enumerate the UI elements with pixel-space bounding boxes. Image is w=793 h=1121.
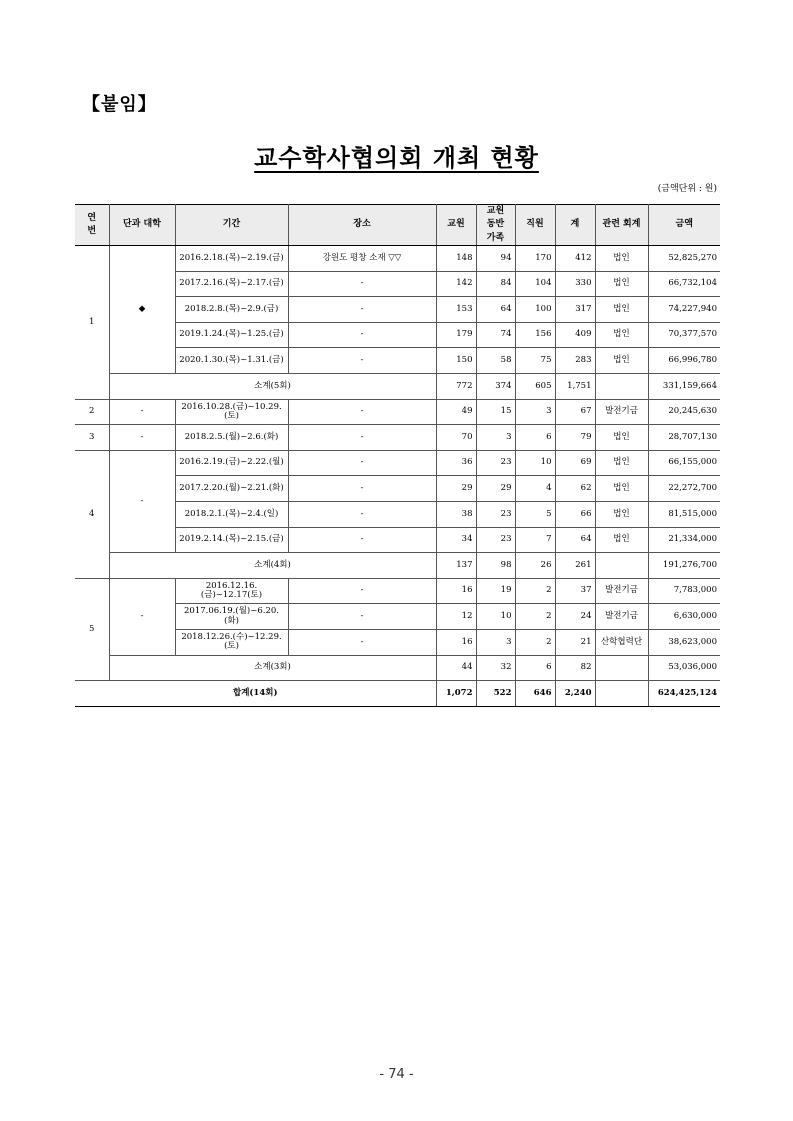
col-header: 연번	[75, 205, 109, 246]
cell-no: 4	[75, 450, 109, 578]
cell-staff: 10	[515, 450, 555, 476]
cell-staff: 605	[515, 373, 555, 399]
subtotal-label: 소계(5회)	[109, 373, 436, 399]
cell-account	[595, 681, 648, 707]
cell-staff: 2	[515, 629, 555, 655]
cell-total: 67	[555, 399, 595, 425]
cell-total: 79	[555, 425, 595, 451]
cell-faculty: 16	[436, 578, 476, 604]
cell-faculty: 137	[436, 553, 476, 579]
cell-college: -	[109, 578, 175, 655]
cell-total: 2,240	[555, 681, 595, 707]
col-header: 관련 회계	[595, 205, 648, 246]
cell-no: 5	[75, 578, 109, 680]
cell-period: 2018.2.8.(목)~2.9.(금)	[175, 297, 288, 323]
cell-amount: 22,272,700	[648, 476, 720, 502]
cell-place: -	[288, 501, 436, 527]
cell-family: 522	[476, 681, 515, 707]
cell-account: 법인	[595, 476, 648, 502]
cell-total: 66	[555, 501, 595, 527]
cell-amount: 66,732,104	[648, 271, 720, 297]
cell-place: -	[288, 297, 436, 323]
cell-staff: 170	[515, 246, 555, 272]
cell-faculty: 772	[436, 373, 476, 399]
subtotal-label: 소계(3회)	[109, 655, 436, 681]
cell-faculty: 1,072	[436, 681, 476, 707]
cell-faculty: 148	[436, 246, 476, 272]
cell-total: 69	[555, 450, 595, 476]
cell-account: 법인	[595, 348, 648, 374]
cell-total: 317	[555, 297, 595, 323]
cell-account: 발전기금	[595, 399, 648, 425]
col-header: 교원	[436, 205, 476, 246]
cell-total: 24	[555, 604, 595, 630]
cell-total: 82	[555, 655, 595, 681]
table-row	[75, 578, 720, 604]
cell-account: 법인	[595, 271, 648, 297]
cell-faculty: 150	[436, 348, 476, 374]
cell-place: -	[288, 348, 436, 374]
cell-place: -	[288, 322, 436, 348]
cell-family: 10	[476, 604, 515, 630]
col-header: 기간	[175, 205, 288, 246]
cell-staff: 26	[515, 553, 555, 579]
cell-place: 강원도 평창 소재 ▽▽	[288, 246, 436, 272]
cell-period: 2016.2.18.(목)~2.19.(금)	[175, 246, 288, 272]
cell-total: 21	[555, 629, 595, 655]
cell-amount: 38,623,000	[648, 629, 720, 655]
cell-place: -	[288, 629, 436, 655]
cell-faculty: 34	[436, 527, 476, 553]
cell-faculty: 44	[436, 655, 476, 681]
cell-period: 2016.2.19.(금)~2.22.(월)	[175, 450, 288, 476]
cell-amount: 21,334,000	[648, 527, 720, 553]
cell-period: 2018.2.1.(목)~2.4.(일)	[175, 501, 288, 527]
cell-period: 2017.2.20.(월)~2.21.(화)	[175, 476, 288, 502]
cell-no: 3	[75, 425, 109, 451]
cell-family: 58	[476, 348, 515, 374]
cell-family: 32	[476, 655, 515, 681]
cell-staff: 646	[515, 681, 555, 707]
cell-amount: 66,155,000	[648, 450, 720, 476]
cell-account	[595, 655, 648, 681]
cell-amount: 81,515,000	[648, 501, 720, 527]
cell-family: 74	[476, 322, 515, 348]
cell-amount: 66,996,780	[648, 348, 720, 374]
cell-amount: 28,707,130	[648, 425, 720, 451]
cell-family: 64	[476, 297, 515, 323]
cell-faculty: 142	[436, 271, 476, 297]
cell-college: ◆	[109, 246, 175, 374]
cell-place: -	[288, 476, 436, 502]
cell-account: 산학협력단	[595, 629, 648, 655]
cell-faculty: 153	[436, 297, 476, 323]
cell-account: 발전기금	[595, 578, 648, 604]
cell-staff: 104	[515, 271, 555, 297]
cell-place: -	[288, 399, 436, 425]
cell-family: 374	[476, 373, 515, 399]
attachment-label: 【붙임】	[82, 94, 157, 115]
cell-staff: 156	[515, 322, 555, 348]
cell-place: -	[288, 425, 436, 451]
cell-amount: 74,227,940	[648, 297, 720, 323]
cell-amount: 191,276,700	[648, 553, 720, 579]
cell-staff: 6	[515, 425, 555, 451]
cell-period: 2019.1.24.(목)~1.25.(금)	[175, 322, 288, 348]
cell-period: 2016.12.16.(금)~12.17(토)	[175, 578, 288, 604]
cell-faculty: 12	[436, 604, 476, 630]
page-title-text: 교수학사협의회 개최 현황	[254, 144, 539, 172]
cell-period: 2019.2.14.(목)~2.15.(금)	[175, 527, 288, 553]
cell-no: 1	[75, 246, 109, 400]
cell-family: 98	[476, 553, 515, 579]
page-title	[0, 138, 793, 173]
cell-total: 283	[555, 348, 595, 374]
cell-account: 법인	[595, 527, 648, 553]
grand-total-row	[75, 681, 720, 707]
cell-faculty: 179	[436, 322, 476, 348]
cell-staff: 5	[515, 501, 555, 527]
cell-amount: 624,425,124	[648, 681, 720, 707]
cell-total: 62	[555, 476, 595, 502]
page-number: - 74 -	[379, 1067, 414, 1082]
cell-total: 261	[555, 553, 595, 579]
cell-period: 2017.2.16.(목)~2.17.(금)	[175, 271, 288, 297]
col-header: 교원 동반 가족	[476, 205, 515, 246]
cell-amount: 52,825,270	[648, 246, 720, 272]
cell-total: 330	[555, 271, 595, 297]
cell-account: 법인	[595, 450, 648, 476]
cell-staff: 2	[515, 604, 555, 630]
cell-staff: 100	[515, 297, 555, 323]
cell-account: 법인	[595, 246, 648, 272]
cell-amount: 53,036,000	[648, 655, 720, 681]
cell-total: 409	[555, 322, 595, 348]
table-row	[75, 425, 720, 451]
cell-faculty: 49	[436, 399, 476, 425]
cell-faculty: 36	[436, 450, 476, 476]
cell-no: 2	[75, 399, 109, 425]
cell-staff: 2	[515, 578, 555, 604]
cell-amount: 20,245,630	[648, 399, 720, 425]
cell-staff: 75	[515, 348, 555, 374]
cell-amount: 7,783,000	[648, 578, 720, 604]
col-header: 금액	[648, 205, 720, 246]
subtotal-row	[75, 373, 720, 399]
cell-period: 2016.10.28.(금)~10.29.(토)	[175, 399, 288, 425]
cell-family: 94	[476, 246, 515, 272]
cell-staff: 7	[515, 527, 555, 553]
cell-total: 412	[555, 246, 595, 272]
cell-family: 15	[476, 399, 515, 425]
table-row	[75, 246, 720, 272]
col-header: 단과 대학	[109, 205, 175, 246]
cell-period: 2020.1.30.(목)~1.31.(금)	[175, 348, 288, 374]
table-row	[75, 399, 720, 425]
cell-college: -	[109, 399, 175, 425]
cell-place: -	[288, 271, 436, 297]
cell-family: 84	[476, 271, 515, 297]
table-body	[75, 246, 720, 681]
cell-period: 2017.06.19.(월)~6.20.(화)	[175, 604, 288, 630]
cell-faculty: 16	[436, 629, 476, 655]
cell-place: -	[288, 527, 436, 553]
cell-college: -	[109, 450, 175, 552]
cell-place: -	[288, 450, 436, 476]
subtotal-row	[75, 655, 720, 681]
cell-account	[595, 373, 648, 399]
cell-staff: 4	[515, 476, 555, 502]
cell-account	[595, 553, 648, 579]
cell-total: 1,751	[555, 373, 595, 399]
cell-college: -	[109, 425, 175, 451]
cell-amount: 70,377,570	[648, 322, 720, 348]
cell-family: 23	[476, 450, 515, 476]
subtotal-row	[75, 553, 720, 579]
cell-place: -	[288, 578, 436, 604]
cell-staff: 6	[515, 655, 555, 681]
cell-account: 법인	[595, 322, 648, 348]
cell-account: 발전기금	[595, 604, 648, 630]
cell-period: 2018.2.5.(월)~2.6.(화)	[175, 425, 288, 451]
cell-family: 29	[476, 476, 515, 502]
cell-account: 법인	[595, 425, 648, 451]
cell-period: 2018.12.26.(수)~12.29.(토)	[175, 629, 288, 655]
cell-account: 법인	[595, 501, 648, 527]
col-header: 계	[555, 205, 595, 246]
cell-amount: 6,630,000	[648, 604, 720, 630]
cell-faculty: 70	[436, 425, 476, 451]
cell-staff: 3	[515, 399, 555, 425]
col-header: 직원	[515, 205, 555, 246]
cell-family: 19	[476, 578, 515, 604]
cell-family: 3	[476, 629, 515, 655]
cell-total: 64	[555, 527, 595, 553]
subtotal-label: 소계(4회)	[109, 553, 436, 579]
grand-total-label: 합계(14회)	[75, 681, 436, 707]
col-header: 장소	[288, 205, 436, 246]
meeting-table	[75, 204, 720, 707]
cell-place: -	[288, 604, 436, 630]
cell-family: 23	[476, 501, 515, 527]
unit-note: (금액단위 : 원)	[657, 184, 717, 194]
cell-amount: 331,159,664	[648, 373, 720, 399]
cell-faculty: 29	[436, 476, 476, 502]
cell-family: 3	[476, 425, 515, 451]
cell-family: 23	[476, 527, 515, 553]
table-row	[75, 450, 720, 476]
cell-account: 법인	[595, 297, 648, 323]
table-header	[75, 205, 720, 246]
cell-faculty: 38	[436, 501, 476, 527]
cell-total: 37	[555, 578, 595, 604]
